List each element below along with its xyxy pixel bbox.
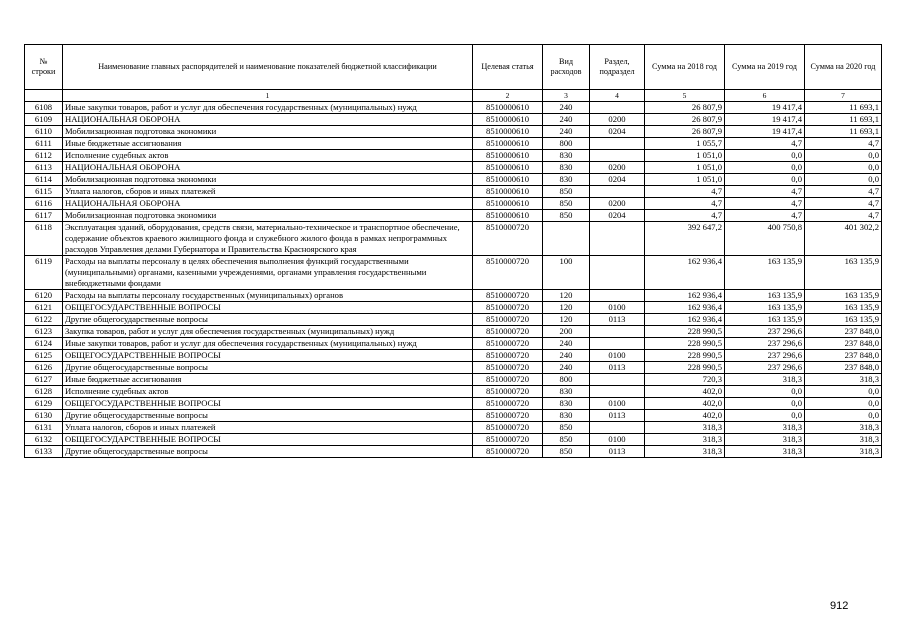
row-sum-2020: 318,3 bbox=[805, 434, 882, 446]
row-name: Другие общегосударственные вопросы bbox=[63, 362, 473, 374]
row-name: Расходы на выплаты персоналу в целях обеспечения выполнения функций государственными (муниципальными) органами, казенными учреждениями, органами управления государственными внебюджетными фондами bbox=[63, 256, 473, 290]
row-sum-2019: 0,0 bbox=[725, 386, 805, 398]
column-number: 5 bbox=[645, 90, 725, 102]
header-name: Наименование главных распорядителей и наименование показателей бюджетной классификации bbox=[63, 45, 473, 90]
row-section bbox=[590, 138, 645, 150]
header-sum-2018: Сумма на 2018 год bbox=[645, 45, 725, 90]
row-number: 6120 bbox=[25, 290, 63, 302]
row-expense-type: 800 bbox=[543, 374, 590, 386]
row-name: Мобилизационная подготовка экономики bbox=[63, 210, 473, 222]
row-section: 0200 bbox=[590, 114, 645, 126]
row-sum-2019: 237 296,6 bbox=[725, 338, 805, 350]
row-target-article: 8510000720 bbox=[473, 434, 543, 446]
header-target-article: Целевая статья bbox=[473, 45, 543, 90]
row-target-article: 8510000720 bbox=[473, 422, 543, 434]
row-number: 6133 bbox=[25, 446, 63, 458]
row-number: 6117 bbox=[25, 210, 63, 222]
row-sum-2019: 318,3 bbox=[725, 446, 805, 458]
row-sum-2020: 237 848,0 bbox=[805, 338, 882, 350]
row-section bbox=[590, 102, 645, 114]
table-row bbox=[25, 374, 882, 386]
row-section bbox=[590, 386, 645, 398]
table-row bbox=[25, 150, 882, 162]
row-number: 6124 bbox=[25, 338, 63, 350]
table-row bbox=[25, 398, 882, 410]
row-sum-2020: 401 302,2 bbox=[805, 222, 882, 256]
row-name: Уплата налогов, сборов и иных платежей bbox=[63, 422, 473, 434]
row-expense-type: 850 bbox=[543, 198, 590, 210]
row-number: 6118 bbox=[25, 222, 63, 256]
row-sum-2019: 4,7 bbox=[725, 186, 805, 198]
row-sum-2019: 237 296,6 bbox=[725, 350, 805, 362]
row-section bbox=[590, 256, 645, 290]
row-section bbox=[590, 422, 645, 434]
row-sum-2020: 11 693,1 bbox=[805, 126, 882, 138]
row-section bbox=[590, 338, 645, 350]
column-number: 1 bbox=[63, 90, 473, 102]
row-number: 6132 bbox=[25, 434, 63, 446]
row-expense-type: 240 bbox=[543, 338, 590, 350]
table-row bbox=[25, 350, 882, 362]
row-name: ОБЩЕГОСУДАРСТВЕННЫЕ ВОПРОСЫ bbox=[63, 434, 473, 446]
row-section bbox=[590, 150, 645, 162]
row-target-article: 8510000720 bbox=[473, 314, 543, 326]
row-expense-type: 830 bbox=[543, 410, 590, 422]
table-row bbox=[25, 174, 882, 186]
row-expense-type: 830 bbox=[543, 386, 590, 398]
row-sum-2018: 26 807,9 bbox=[645, 126, 725, 138]
row-sum-2020: 4,7 bbox=[805, 186, 882, 198]
row-target-article: 8510000610 bbox=[473, 150, 543, 162]
table-row bbox=[25, 290, 882, 302]
row-number: 6111 bbox=[25, 138, 63, 150]
row-sum-2020: 318,3 bbox=[805, 422, 882, 434]
table-row bbox=[25, 410, 882, 422]
row-sum-2020: 0,0 bbox=[805, 410, 882, 422]
row-target-article: 8510000720 bbox=[473, 302, 543, 314]
row-sum-2020: 11 693,1 bbox=[805, 114, 882, 126]
row-target-article: 8510000610 bbox=[473, 186, 543, 198]
row-number: 6108 bbox=[25, 102, 63, 114]
row-sum-2020: 4,7 bbox=[805, 198, 882, 210]
row-section: 0204 bbox=[590, 126, 645, 138]
row-sum-2019: 0,0 bbox=[725, 150, 805, 162]
table-row bbox=[25, 302, 882, 314]
row-number: 6128 bbox=[25, 386, 63, 398]
column-number: 4 bbox=[590, 90, 645, 102]
budget-table bbox=[24, 44, 882, 458]
row-section: 0204 bbox=[590, 174, 645, 186]
header-row-number: № строки bbox=[25, 45, 63, 90]
row-expense-type: 120 bbox=[543, 314, 590, 326]
row-number: 6115 bbox=[25, 186, 63, 198]
row-expense-type: 850 bbox=[543, 186, 590, 198]
row-name: ОБЩЕГОСУДАРСТВЕННЫЕ ВОПРОСЫ bbox=[63, 350, 473, 362]
column-number: 7 bbox=[805, 90, 882, 102]
row-number: 6129 bbox=[25, 398, 63, 410]
column-number: 6 bbox=[725, 90, 805, 102]
table-row bbox=[25, 162, 882, 174]
row-number: 6123 bbox=[25, 326, 63, 338]
row-sum-2018: 402,0 bbox=[645, 410, 725, 422]
table-body bbox=[25, 102, 882, 458]
row-expense-type: 850 bbox=[543, 422, 590, 434]
row-expense-type: 200 bbox=[543, 326, 590, 338]
row-sum-2020: 4,7 bbox=[805, 210, 882, 222]
header-expense-type: Вид расходов bbox=[543, 45, 590, 90]
row-target-article: 8510000720 bbox=[473, 350, 543, 362]
row-sum-2020: 318,3 bbox=[805, 446, 882, 458]
column-number: 3 bbox=[543, 90, 590, 102]
table-row bbox=[25, 256, 882, 290]
row-number: 6122 bbox=[25, 314, 63, 326]
table-row bbox=[25, 126, 882, 138]
row-sum-2018: 318,3 bbox=[645, 422, 725, 434]
row-expense-type: 240 bbox=[543, 362, 590, 374]
row-expense-type bbox=[543, 222, 590, 256]
row-name: Другие общегосударственные вопросы bbox=[63, 446, 473, 458]
row-name: ОБЩЕГОСУДАРСТВЕННЫЕ ВОПРОСЫ bbox=[63, 302, 473, 314]
row-target-article: 8510000720 bbox=[473, 386, 543, 398]
row-name: Иные закупки товаров, работ и услуг для обеспечения государственных (муниципальных) нужд bbox=[63, 102, 473, 114]
row-section bbox=[590, 326, 645, 338]
row-sum-2019: 237 296,6 bbox=[725, 326, 805, 338]
row-sum-2019: 163 135,9 bbox=[725, 256, 805, 290]
row-name: Другие общегосударственные вопросы bbox=[63, 314, 473, 326]
row-target-article: 8510000610 bbox=[473, 138, 543, 150]
row-sum-2019: 19 417,4 bbox=[725, 114, 805, 126]
row-number: 6125 bbox=[25, 350, 63, 362]
row-section: 0113 bbox=[590, 446, 645, 458]
row-name: ОБЩЕГОСУДАРСТВЕННЫЕ ВОПРОСЫ bbox=[63, 398, 473, 410]
row-sum-2019: 19 417,4 bbox=[725, 102, 805, 114]
row-expense-type: 800 bbox=[543, 138, 590, 150]
row-target-article: 8510000610 bbox=[473, 126, 543, 138]
row-sum-2019: 4,7 bbox=[725, 210, 805, 222]
row-name: Иные бюджетные ассигнования bbox=[63, 138, 473, 150]
table-row bbox=[25, 222, 882, 256]
table-row bbox=[25, 186, 882, 198]
header-sum-2019: Сумма на 2019 год bbox=[725, 45, 805, 90]
row-sum-2020: 0,0 bbox=[805, 386, 882, 398]
table-row bbox=[25, 362, 882, 374]
row-sum-2020: 0,0 bbox=[805, 162, 882, 174]
row-name: Исполнение судебных актов bbox=[63, 386, 473, 398]
row-sum-2019: 0,0 bbox=[725, 398, 805, 410]
row-target-article: 8510000610 bbox=[473, 210, 543, 222]
row-sum-2019: 0,0 bbox=[725, 162, 805, 174]
row-section: 0100 bbox=[590, 302, 645, 314]
row-target-article: 8510000720 bbox=[473, 398, 543, 410]
row-sum-2018: 402,0 bbox=[645, 386, 725, 398]
row-sum-2020: 0,0 bbox=[805, 398, 882, 410]
row-sum-2020: 237 848,0 bbox=[805, 350, 882, 362]
row-sum-2019: 318,3 bbox=[725, 434, 805, 446]
column-number-blank bbox=[25, 90, 63, 102]
row-name: Другие общегосударственные вопросы bbox=[63, 410, 473, 422]
table-row bbox=[25, 198, 882, 210]
row-sum-2018: 4,7 bbox=[645, 210, 725, 222]
row-sum-2019: 237 296,6 bbox=[725, 362, 805, 374]
row-name: НАЦИОНАЛЬНАЯ ОБОРОНА bbox=[63, 114, 473, 126]
row-target-article: 8510000720 bbox=[473, 338, 543, 350]
row-sum-2019: 163 135,9 bbox=[725, 302, 805, 314]
row-expense-type: 240 bbox=[543, 126, 590, 138]
row-expense-type: 850 bbox=[543, 434, 590, 446]
table-row bbox=[25, 422, 882, 434]
row-sum-2018: 162 936,4 bbox=[645, 290, 725, 302]
row-number: 6110 bbox=[25, 126, 63, 138]
row-sum-2018: 1 055,7 bbox=[645, 138, 725, 150]
row-target-article: 8510000610 bbox=[473, 102, 543, 114]
row-sum-2018: 1 051,0 bbox=[645, 162, 725, 174]
row-sum-2019: 400 750,8 bbox=[725, 222, 805, 256]
row-sum-2019: 0,0 bbox=[725, 410, 805, 422]
row-sum-2020: 318,3 bbox=[805, 374, 882, 386]
row-expense-type: 830 bbox=[543, 162, 590, 174]
column-numbers-row bbox=[25, 90, 882, 102]
table-row bbox=[25, 446, 882, 458]
row-sum-2020: 0,0 bbox=[805, 150, 882, 162]
row-sum-2019: 4,7 bbox=[725, 138, 805, 150]
row-sum-2020: 163 135,9 bbox=[805, 314, 882, 326]
row-sum-2018: 4,7 bbox=[645, 198, 725, 210]
row-target-article: 8510000720 bbox=[473, 374, 543, 386]
header-row bbox=[25, 45, 882, 90]
row-sum-2019: 19 417,4 bbox=[725, 126, 805, 138]
row-section: 0100 bbox=[590, 350, 645, 362]
row-expense-type: 120 bbox=[543, 302, 590, 314]
row-sum-2018: 1 051,0 bbox=[645, 150, 725, 162]
row-sum-2018: 162 936,4 bbox=[645, 302, 725, 314]
row-target-article: 8510000720 bbox=[473, 410, 543, 422]
row-number: 6109 bbox=[25, 114, 63, 126]
row-section: 0100 bbox=[590, 434, 645, 446]
row-number: 6127 bbox=[25, 374, 63, 386]
row-section: 0200 bbox=[590, 198, 645, 210]
row-expense-type: 120 bbox=[543, 290, 590, 302]
row-section: 0200 bbox=[590, 162, 645, 174]
row-section bbox=[590, 222, 645, 256]
row-number: 6113 bbox=[25, 162, 63, 174]
row-target-article: 8510000610 bbox=[473, 174, 543, 186]
row-sum-2018: 228 990,5 bbox=[645, 362, 725, 374]
row-sum-2019: 163 135,9 bbox=[725, 290, 805, 302]
row-section: 0100 bbox=[590, 398, 645, 410]
row-sum-2018: 318,3 bbox=[645, 434, 725, 446]
row-sum-2018: 162 936,4 bbox=[645, 256, 725, 290]
row-name: Исполнение судебных актов bbox=[63, 150, 473, 162]
row-sum-2019: 318,3 bbox=[725, 422, 805, 434]
row-name: Иные закупки товаров, работ и услуг для обеспечения государственных (муниципальных) нужд bbox=[63, 338, 473, 350]
row-name: НАЦИОНАЛЬНАЯ ОБОРОНА bbox=[63, 198, 473, 210]
row-number: 6112 bbox=[25, 150, 63, 162]
header-section: Раздел, подраздел bbox=[590, 45, 645, 90]
row-name: НАЦИОНАЛЬНАЯ ОБОРОНА bbox=[63, 162, 473, 174]
row-sum-2018: 228 990,5 bbox=[645, 350, 725, 362]
row-sum-2018: 4,7 bbox=[645, 186, 725, 198]
row-sum-2020: 163 135,9 bbox=[805, 290, 882, 302]
row-section bbox=[590, 374, 645, 386]
row-name: Иные бюджетные ассигнования bbox=[63, 374, 473, 386]
page-number: 912 bbox=[830, 600, 849, 612]
row-sum-2019: 0,0 bbox=[725, 174, 805, 186]
row-sum-2018: 26 807,9 bbox=[645, 102, 725, 114]
row-name: Эксплуатация зданий, оборудования, средств связи, материально-техническое и транспортное обеспечение, содержание объектов краевого жилищного фонда и служебного жилого фонда в рамках непрограммных расходов Управления делами Губернатора и Правительства Красноярского края bbox=[63, 222, 473, 256]
row-expense-type: 830 bbox=[543, 150, 590, 162]
header-sum-2020: Сумма на 2020 год bbox=[805, 45, 882, 90]
row-section: 0113 bbox=[590, 314, 645, 326]
row-target-article: 8510000720 bbox=[473, 362, 543, 374]
row-expense-type: 100 bbox=[543, 256, 590, 290]
row-section: 0113 bbox=[590, 410, 645, 422]
table-row bbox=[25, 210, 882, 222]
row-section bbox=[590, 186, 645, 198]
row-number: 6116 bbox=[25, 198, 63, 210]
row-sum-2020: 237 848,0 bbox=[805, 362, 882, 374]
table-row bbox=[25, 138, 882, 150]
row-sum-2020: 163 135,9 bbox=[805, 256, 882, 290]
row-sum-2020: 11 693,1 bbox=[805, 102, 882, 114]
row-name: Мобилизационная подготовка экономики bbox=[63, 126, 473, 138]
table-row bbox=[25, 114, 882, 126]
row-number: 6126 bbox=[25, 362, 63, 374]
table-row bbox=[25, 386, 882, 398]
row-expense-type: 240 bbox=[543, 350, 590, 362]
table-row bbox=[25, 314, 882, 326]
row-sum-2018: 1 051,0 bbox=[645, 174, 725, 186]
row-sum-2019: 4,7 bbox=[725, 198, 805, 210]
row-sum-2018: 392 647,2 bbox=[645, 222, 725, 256]
row-number: 6119 bbox=[25, 256, 63, 290]
row-sum-2018: 228 990,5 bbox=[645, 338, 725, 350]
row-number: 6131 bbox=[25, 422, 63, 434]
row-expense-type: 850 bbox=[543, 210, 590, 222]
table-row bbox=[25, 338, 882, 350]
row-sum-2018: 402,0 bbox=[645, 398, 725, 410]
row-sum-2018: 162 936,4 bbox=[645, 314, 725, 326]
row-sum-2020: 4,7 bbox=[805, 138, 882, 150]
row-expense-type: 850 bbox=[543, 446, 590, 458]
row-name: Уплата налогов, сборов и иных платежей bbox=[63, 186, 473, 198]
row-expense-type: 830 bbox=[543, 398, 590, 410]
row-section bbox=[590, 290, 645, 302]
row-number: 6130 bbox=[25, 410, 63, 422]
column-number: 2 bbox=[473, 90, 543, 102]
row-name: Мобилизационная подготовка экономики bbox=[63, 174, 473, 186]
row-sum-2020: 237 848,0 bbox=[805, 326, 882, 338]
row-section: 0204 bbox=[590, 210, 645, 222]
row-target-article: 8510000720 bbox=[473, 326, 543, 338]
row-sum-2020: 163 135,9 bbox=[805, 302, 882, 314]
row-number: 6121 bbox=[25, 302, 63, 314]
row-sum-2020: 0,0 bbox=[805, 174, 882, 186]
row-target-article: 8510000610 bbox=[473, 198, 543, 210]
row-sum-2018: 26 807,9 bbox=[645, 114, 725, 126]
row-sum-2018: 228 990,5 bbox=[645, 326, 725, 338]
row-expense-type: 240 bbox=[543, 114, 590, 126]
row-sum-2019: 163 135,9 bbox=[725, 314, 805, 326]
row-target-article: 8510000720 bbox=[473, 290, 543, 302]
row-expense-type: 830 bbox=[543, 174, 590, 186]
table-row bbox=[25, 326, 882, 338]
row-name: Расходы на выплаты персоналу государственных (муниципальных) органов bbox=[63, 290, 473, 302]
table-row bbox=[25, 102, 882, 114]
row-name: Закупка товаров, работ и услуг для обеспечения государственных (муниципальных) нужд bbox=[63, 326, 473, 338]
row-sum-2018: 720,3 bbox=[645, 374, 725, 386]
row-target-article: 8510000720 bbox=[473, 446, 543, 458]
row-target-article: 8510000610 bbox=[473, 162, 543, 174]
row-target-article: 8510000610 bbox=[473, 114, 543, 126]
row-section: 0113 bbox=[590, 362, 645, 374]
table-row bbox=[25, 434, 882, 446]
row-sum-2019: 318,3 bbox=[725, 374, 805, 386]
row-target-article: 8510000720 bbox=[473, 222, 543, 256]
row-target-article: 8510000720 bbox=[473, 256, 543, 290]
row-sum-2018: 318,3 bbox=[645, 446, 725, 458]
row-expense-type: 240 bbox=[543, 102, 590, 114]
row-number: 6114 bbox=[25, 174, 63, 186]
